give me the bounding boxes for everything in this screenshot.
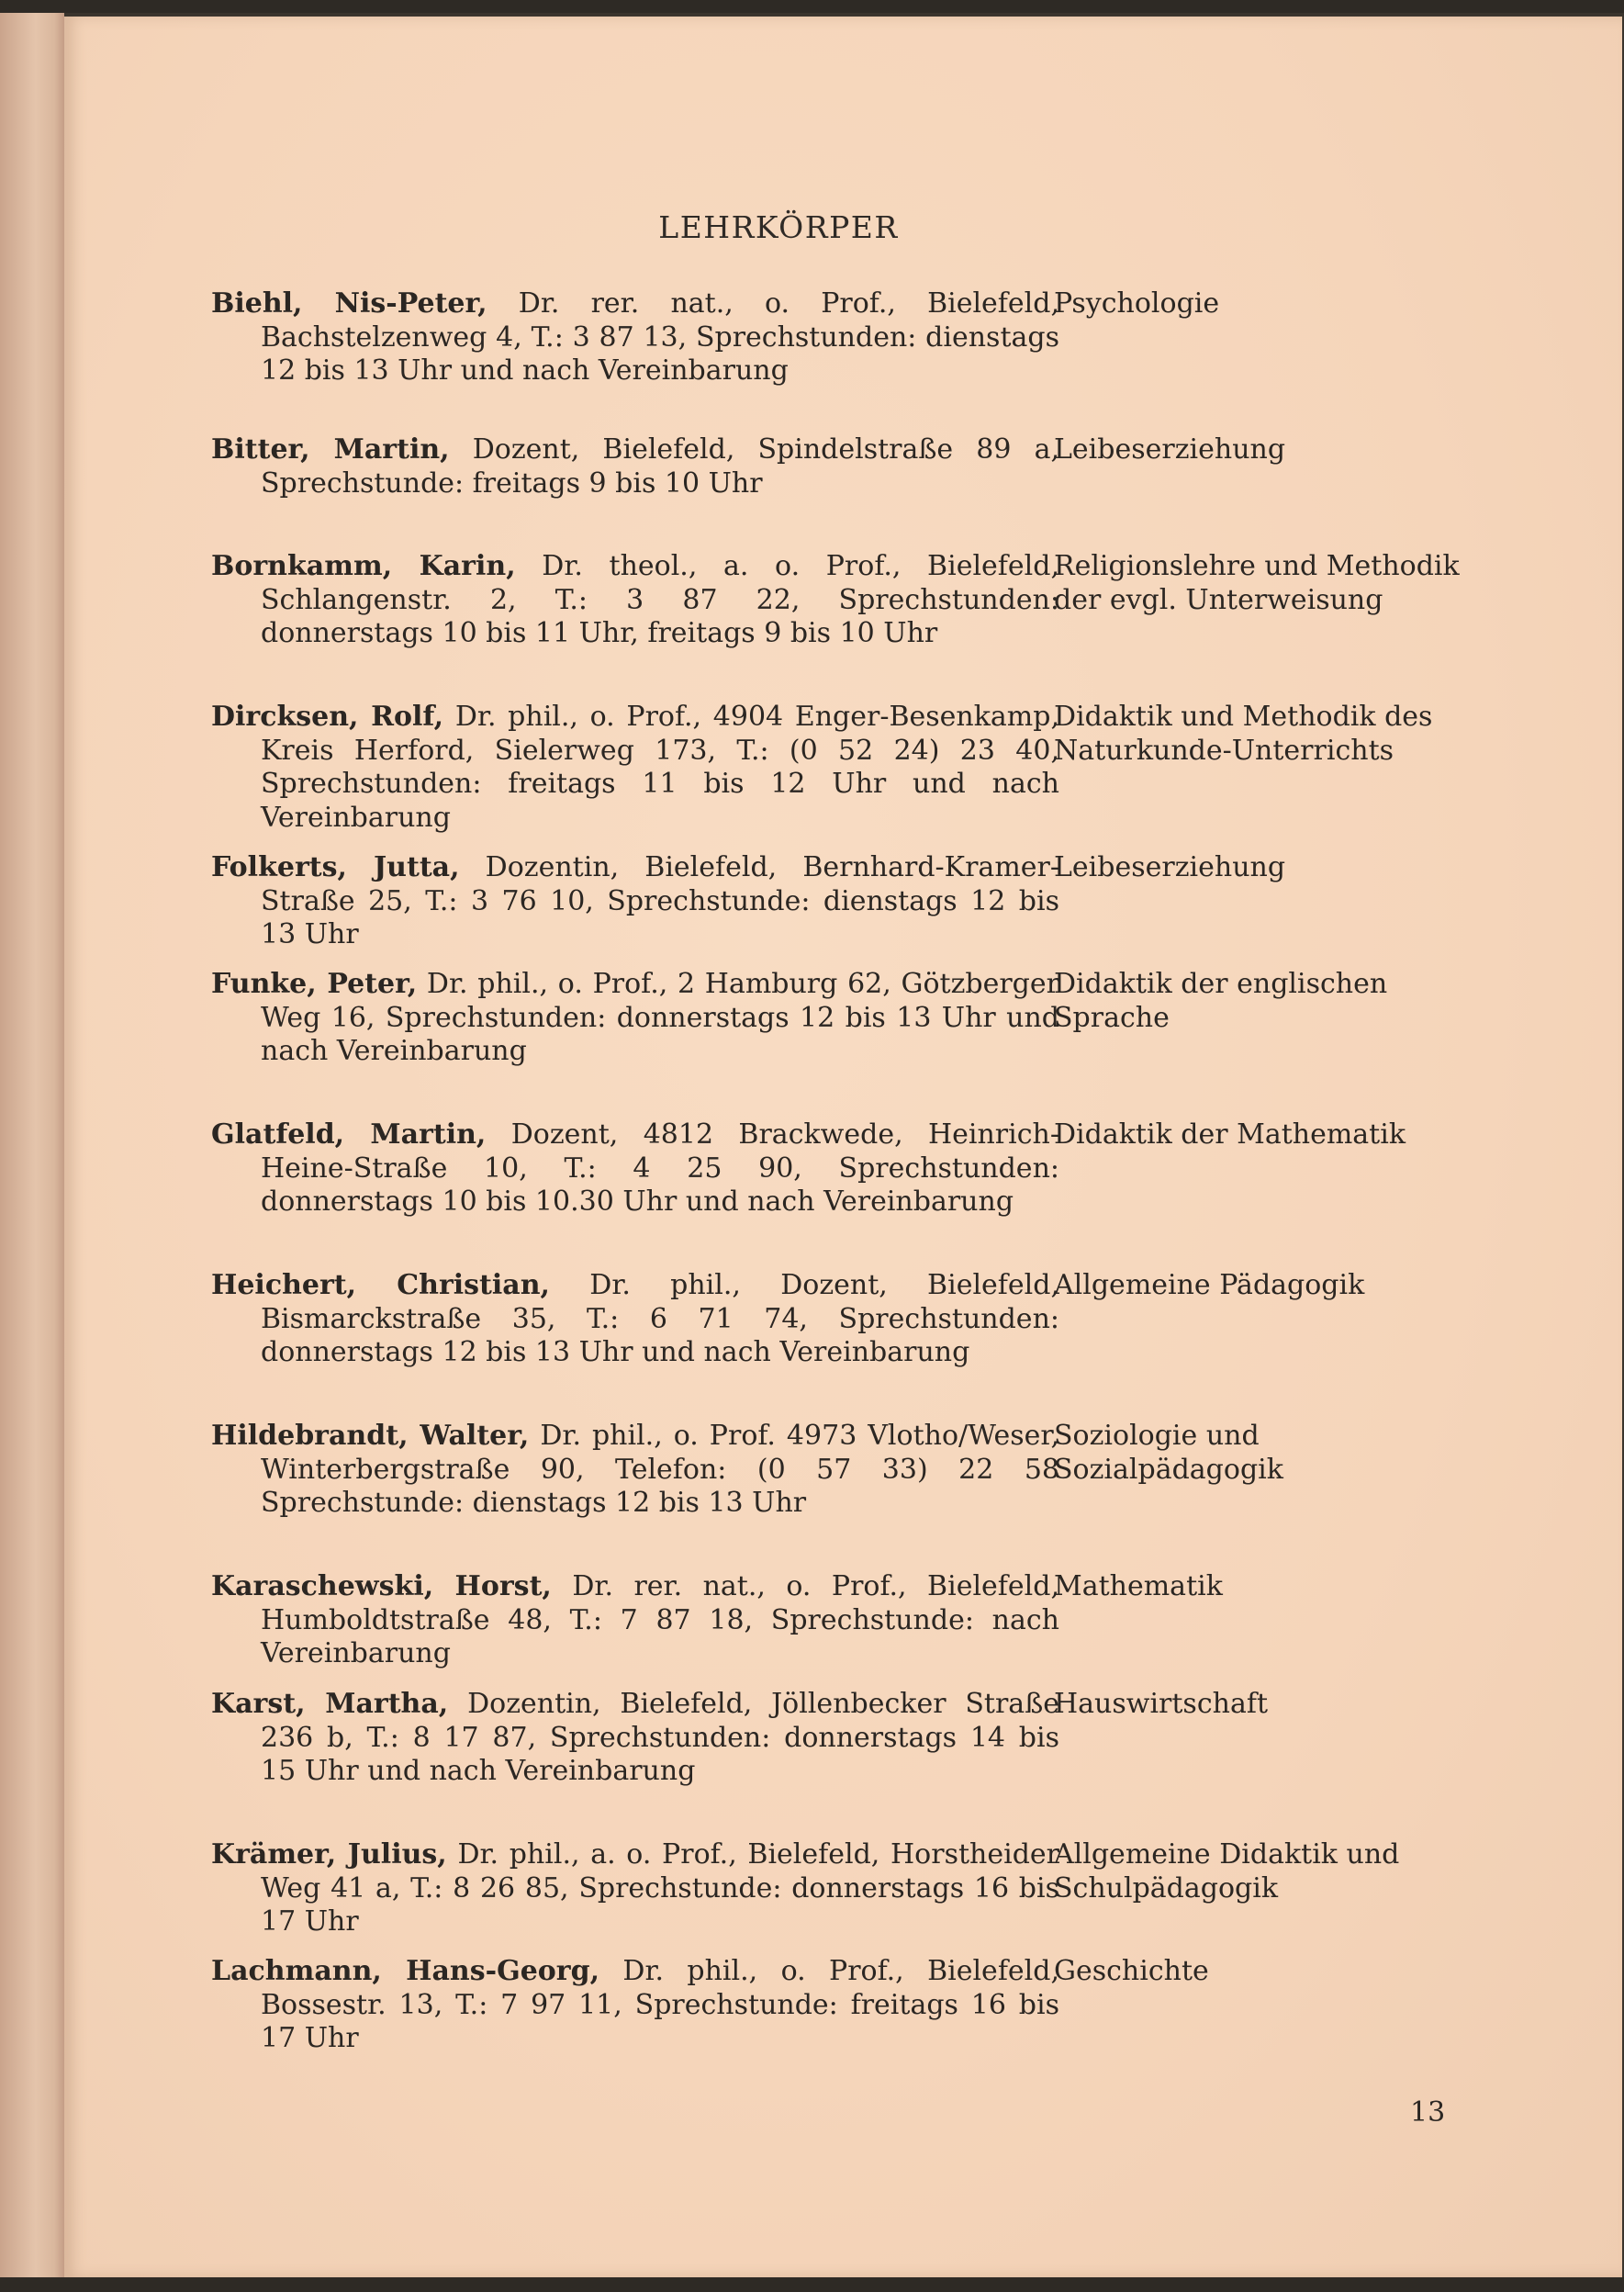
faculty-subject: Leibeserziehung	[1054, 433, 1286, 466]
faculty-name: Bornkamm, Karin,	[211, 550, 516, 582]
faculty-details: Dr. phil., o. Prof. 4973 Vlotho/Weser, Winterbergstraße 90, Telefon: (0 57 33) 22 58 Sprechstunde: dienstags 12 bis 13 Uhr	[261, 1420, 1060, 1519]
faculty-subject: Geschichte	[1054, 1955, 1209, 1987]
faculty-name: Karst, Martha,	[211, 1688, 449, 1720]
faculty-details: Dozent, Bielefeld, Spindelstraße 89 a, Sprechstunde: freitags 9 bis 10 Uhr	[261, 433, 1059, 500]
faculty-details: Dr. theol., a. o. Prof., Bielefeld, Schlangenstr. 2, T.: 3 87 22, Sprechstunden: donnerstags 10 bis 11 Uhr, freitags 9 bis 10 Uhr	[261, 550, 1059, 649]
faculty-subject: Didaktik der Mathematik	[1054, 1118, 1406, 1151]
faculty-details: Dr. phil., a. o. Prof., Bielefeld, Horstheider Weg 41 a, T.: 8 26 85, Sprechstunde: donnerstags 16 bis 17 Uhr	[261, 1838, 1060, 1938]
scan-bottom-edge	[0, 2277, 1624, 2292]
faculty-details: Dr. phil., o. Prof., 2 Hamburg 62, Götzberger Weg 16, Sprechstunden: donnerstags 12 bis 13 Uhr und nach Vereinbarung	[261, 968, 1059, 1067]
faculty-name: Funke, Peter,	[211, 968, 418, 1000]
faculty-name: Lachmann, Hans-Georg,	[211, 1955, 600, 1987]
faculty-details: Dr. rer. nat., o. Prof., Bielefeld, Humboldtstraße 48, T.: 7 87 18, Sprechstunde: nach Vereinbarung	[261, 1570, 1059, 1669]
faculty-subject: Soziologie und Sozialpädagogik	[1054, 1420, 1283, 1486]
faculty-details: Dr. phil., Dozent, Bielefeld, Bismarckstraße 35, T.: 6 71 74, Sprechstunden: donnerstags 12 bis 13 Uhr und nach Vereinbarung	[261, 1269, 1059, 1368]
faculty-subject: Didaktik und Methodik des Naturkunde-Unterrichts	[1054, 701, 1433, 767]
faculty-name: Bitter, Martin,	[211, 433, 450, 466]
page-number: 13	[1410, 2096, 1446, 2129]
faculty-name: Biehl, Nis-Peter,	[211, 287, 487, 320]
faculty-details: Dozentin, Bielefeld, Bernhard-Kramer-Straße 25, T.: 3 76 10, Sprechstunde: dienstags 12 bis 13 Uhr	[261, 851, 1059, 950]
faculty-subject: Leibeserziehung	[1054, 851, 1286, 883]
faculty-details: Dr. phil., o. Prof., 4904 Enger-Besenkamp, Kreis Herford, Sielerweg 173, T.: (0 52 24) 23 40, Sprechstunden: freitags 11 bis 12 Uhr und nach Vereinbarung	[261, 701, 1059, 834]
faculty-subject: Hauswirtschaft	[1054, 1688, 1268, 1720]
faculty-details: Dr. phil., o. Prof., Bielefeld, Bossestr. 13, T.: 7 97 11, Sprechstunde: freitags 16 bis 17 Uhr	[261, 1955, 1060, 2054]
faculty-subject: Allgemeine Didaktik und Schulpädagogik	[1054, 1838, 1400, 1904]
book-spine	[0, 13, 64, 2292]
faculty-name: Dircksen, Rolf,	[211, 701, 444, 733]
scan-top-edge	[0, 0, 1624, 13]
faculty-details: Dozentin, Bielefeld, Jöllenbecker Straße 236 b, T.: 8 17 87, Sprechstunden: donnerstags 14 bis 15 Uhr und nach Vereinbarung	[261, 1688, 1059, 1787]
faculty-subject: Didaktik der englischen Sprache	[1054, 968, 1388, 1034]
faculty-name: Karaschewski, Horst,	[211, 1570, 552, 1602]
faculty-subject: Religionslehre und Methodik der evgl. Unterweisung	[1054, 550, 1460, 616]
faculty-details: Dr. rer. nat., o. Prof., Bielefeld, Bachstelzenweg 4, T.: 3 87 13, Sprechstunden: dienstags 12 bis 13 Uhr und nach Vereinbarung	[261, 287, 1059, 387]
faculty-subject: Allgemeine Pädagogik	[1054, 1269, 1365, 1301]
faculty-name: Heichert, Christian,	[211, 1269, 550, 1301]
faculty-subject: Mathematik	[1054, 1570, 1223, 1602]
faculty-name: Glatfeld, Martin,	[211, 1118, 487, 1151]
faculty-name: Hildebrandt, Walter,	[211, 1420, 530, 1452]
faculty-name: Folkerts, Jutta,	[211, 851, 460, 883]
page-title: LEHRKÖRPER	[658, 209, 899, 245]
faculty-details: Dozent, 4812 Brackwede, Heinrich-Heine-Straße 10, T.: 4 25 90, Sprechstunden: donnerstags 10 bis 10.30 Uhr und nach Vereinbarung	[261, 1118, 1060, 1218]
faculty-name: Krämer, Julius,	[211, 1838, 447, 1871]
faculty-subject: Psychologie	[1054, 287, 1220, 320]
